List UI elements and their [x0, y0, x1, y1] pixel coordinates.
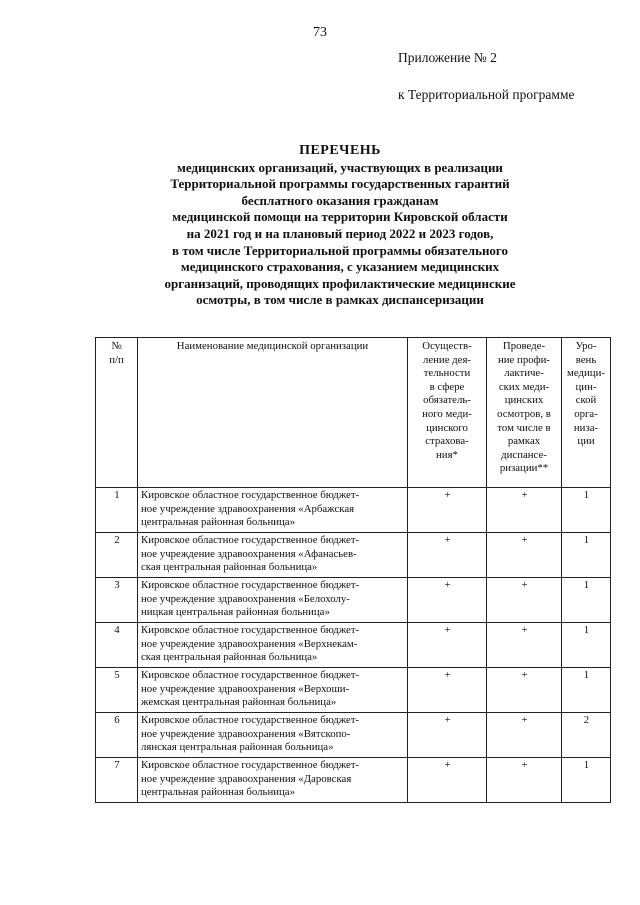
title-line: медицинского страхования, с указанием медицинских — [180, 259, 500, 275]
header-name: Наименование медицинской организации — [138, 338, 408, 488]
oms-mark: + — [408, 668, 487, 713]
table-row — [96, 623, 611, 668]
document-title — [80, 143, 600, 309]
organization-name: Кировское областное государственное бюджет- ное учреждение здравоохранения «Афанасьев- ская центральная районная больница» — [138, 533, 408, 578]
title-line: Территориальной программы государственных гарантий — [170, 176, 510, 192]
header-num: № п/п — [96, 338, 138, 488]
table-row — [96, 488, 611, 533]
prof-mark: + — [487, 488, 562, 533]
prof-mark: + — [487, 713, 562, 758]
oms-mark: + — [408, 713, 487, 758]
prof-mark: + — [487, 623, 562, 668]
oms-mark: + — [408, 758, 487, 803]
table-row — [96, 578, 611, 623]
prof-mark: + — [487, 533, 562, 578]
row-number: 4 — [96, 623, 138, 668]
row-number: 3 — [96, 578, 138, 623]
oms-mark: + — [408, 578, 487, 623]
page-number: 73 — [313, 25, 327, 40]
organization-name: Кировское областное государственное бюджет- ное учреждение здравоохранения «Белохолу- ницкая центральная районная больница» — [138, 578, 408, 623]
table-header-row — [96, 338, 611, 488]
oms-mark: + — [408, 623, 487, 668]
organization-name: Кировское областное государственное бюджет- ное учреждение здравоохранения «Арбажская центральная районная больница» — [138, 488, 408, 533]
row-number: 7 — [96, 758, 138, 803]
level-value: 2 — [562, 713, 611, 758]
title-line: на 2021 год и на плановый период 2022 и 2023 годов, — [186, 225, 494, 241]
header-oms: Осуществ- ление дея- тельности в сфере обязатель- ного меди- цинского страхова- ния* — [408, 338, 487, 488]
row-number: 6 — [96, 713, 138, 758]
organization-name: Кировское областное государственное бюджет- ное учреждение здравоохранения «Вятскопо- лянская центральная районная больница» — [138, 713, 408, 758]
row-number: 5 — [96, 668, 138, 713]
level-value: 1 — [562, 488, 611, 533]
level-value: 1 — [562, 758, 611, 803]
level-value: 1 — [562, 533, 611, 578]
oms-mark: + — [408, 488, 487, 533]
row-number: 1 — [96, 488, 138, 533]
appendix-label: Приложение № 2 — [398, 50, 497, 65]
title-line: бесплатного оказания гражданам — [241, 192, 439, 208]
table-row — [96, 668, 611, 713]
organizations-table — [95, 337, 611, 803]
title-heading: ПЕРЕЧЕНЬ — [299, 143, 381, 158]
table-row — [96, 533, 611, 578]
title-line: организаций, проводящих профилактические медицинские — [164, 275, 516, 291]
title-line: в том числе Территориальной программы обязательного — [171, 242, 509, 258]
title-line: медицинской помощи на территории Кировской области — [172, 209, 508, 225]
title-line: осмотры, в том числе в рамках диспансеризации — [196, 292, 484, 308]
title-line: медицинских организаций, участвующих в реализации — [177, 159, 503, 175]
prof-mark: + — [487, 668, 562, 713]
header-level: Уро- вень медици- цин- ской орга- низа- ции — [562, 338, 611, 488]
level-value: 1 — [562, 623, 611, 668]
organization-name: Кировское областное государственное бюджет- ное учреждение здравоохранения «Верхнекам- ская центральная районная больница» — [138, 623, 408, 668]
oms-mark: + — [408, 533, 487, 578]
level-value: 1 — [562, 668, 611, 713]
organization-name: Кировское областное государственное бюджет- ное учреждение здравоохранения «Верхоши- жемская центральная районная больница» — [138, 668, 408, 713]
appendix-subtitle: к Территориальной программе — [398, 87, 575, 102]
header-prof: Проведе- ние профи- лактиче- ских меди- цинских осмотров, в том числе в рамках диспансе- ризации** — [487, 338, 562, 488]
organization-name: Кировское областное государственное бюджет- ное учреждение здравоохранения «Даровская центральная районная больница» — [138, 758, 408, 803]
row-number: 2 — [96, 533, 138, 578]
prof-mark: + — [487, 758, 562, 803]
prof-mark: + — [487, 578, 562, 623]
table-row — [96, 758, 611, 803]
level-value: 1 — [562, 578, 611, 623]
table-row — [96, 713, 611, 758]
